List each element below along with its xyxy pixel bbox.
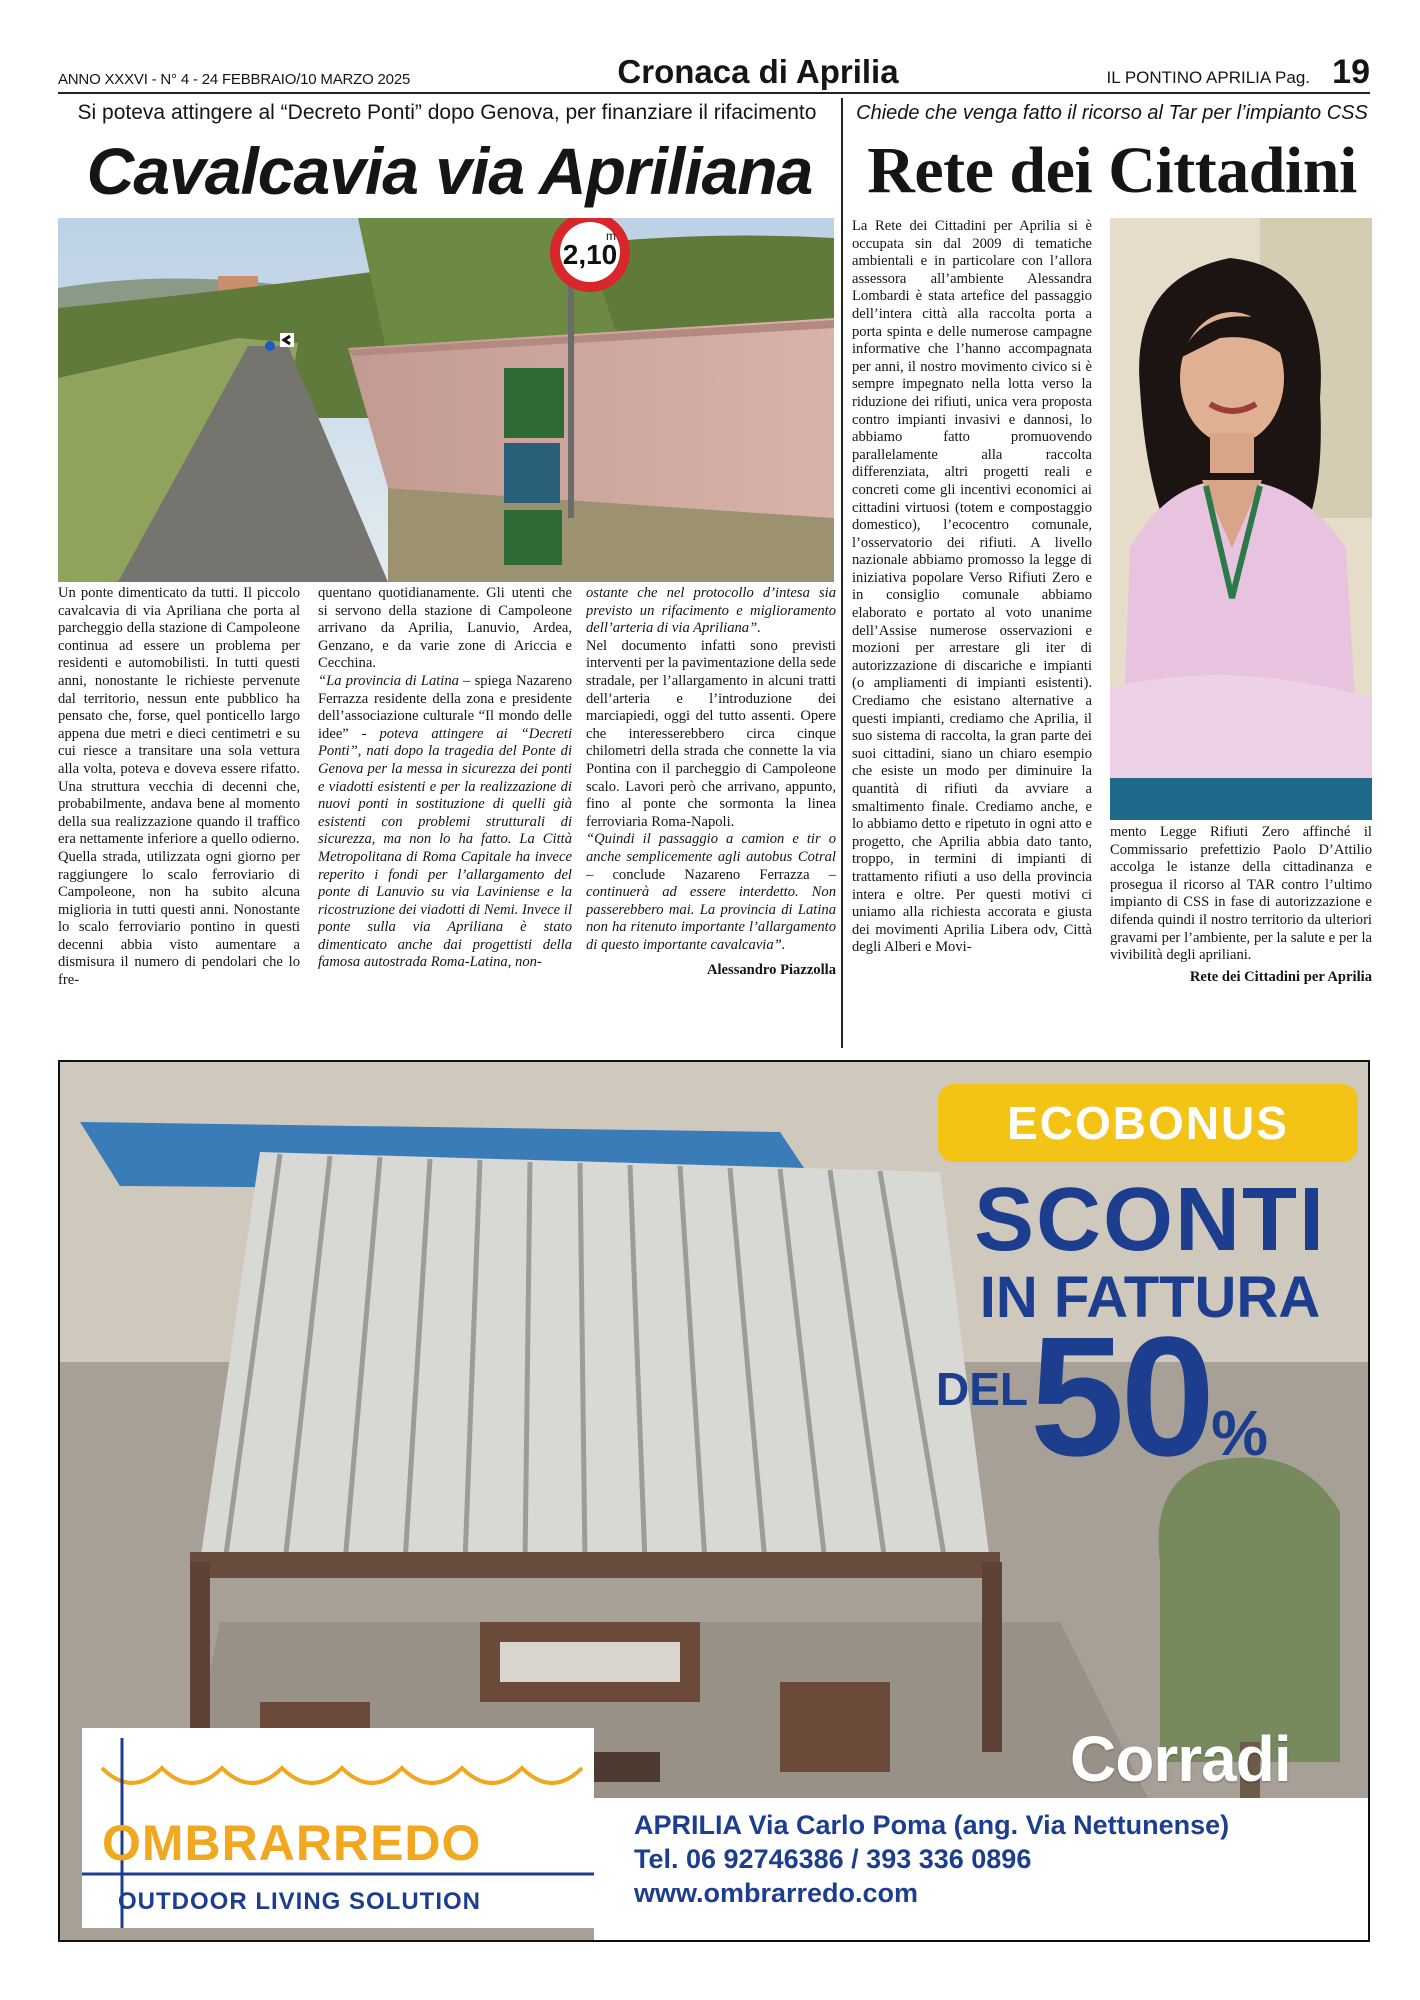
newspaper-name: IL PONTINO APRILIA Pag.	[1106, 68, 1310, 87]
quote: “Quindi il passaggio a camion e tir o anche semplicemente agli autobus Cotral –	[586, 831, 836, 883]
ombrarredo-tagline: OUTDOOR LIVING SOLUTION	[118, 1888, 481, 1915]
article1-photo	[58, 218, 834, 582]
section-title: Cronaca di Aprilia	[617, 53, 899, 90]
contact-box	[594, 1798, 1370, 1942]
shop-phone: Tel. 06 92746386 / 393 336 0896	[634, 1844, 1032, 1874]
article1-column-2	[318, 585, 572, 1045]
portrait-photo	[1110, 218, 1372, 820]
article1-headline: Cavalcavia via Apriliana	[86, 134, 813, 208]
column-divider	[841, 98, 843, 1048]
page-number: 19	[1332, 53, 1370, 91]
article2-kicker: Chiede che venga fatto il ricorso al Tar per l’impianto CSS	[856, 102, 1368, 124]
shop-address: APRILIA Via Carlo Poma (ang. Via Nettunense)	[634, 1810, 1230, 1840]
ecobonus-badge	[938, 1084, 1358, 1162]
paragraph: La Rete dei Cittadini per Aprilia si è occupata sin dal 2009 di tematiche ambientali e in particolare con l’allora assessora all’ambiente Alessandra Lombardi è stata artefice del passaggio dell’intera città alla raccolta porta a porta spinta e delle numerose campagne informative che l’hanno accompagnata per anni, il nostro movimento civico si è sempre impegnato nella lotta verso la riduzione dei rifiuti, unica vera proposta contro impianti invasivi e dannosi, lo abbiamo fatto promuovendo parallelamente alla raccolta differenziata, altri progetti reali e concreti come gli incentivi economici ai cittadini virtuosi (totem e compostaggio domestico), l’ecocentro comunale, l’osservatorio dei rifiuti. A livello nazionale abbiamo promosso la legge di iniziativa popolare Verso Rifiuti Zero e in consiglio comunale abbiamo elaborato e portato al voto unanime dell’Assise numerose osservazioni e mozioni per arrestare gli iter di autorizzazione di discariche e impianti (o ampliamenti di impianti esistenti). Crediamo che esistano alternative a questi impianti, crediamo che Aprilia, il suo sistema di raccolta, la gran parte dei suoi cittadini, siano un chiaro esempio che esiste un modo per diminuire la quantità di rifiuti da avviare a smaltimento finale. Crediamo anche, e lo abbiamo detto e ripetuto in ogni atto e progetto, che Aprilia abbia dato tanto, troppo, in termini di impianti di trattamento rifiuti a uso della provincia intera e oltre. Per questi motivi ci uniamo alla richiesta accorata e giusta dei movimenti Aprilia Libera odv, Città degli Alberi e Movi-	[852, 218, 1092, 956]
ad-headline-fattura: IN FATTURA	[979, 1265, 1321, 1330]
paragraph: Un ponte dimenticato da tutti. Il piccolo cavalcavia di via Apriliana che porta al parcheggio della stazione di Campoleone continua ad essere un problema per residenti e automobilisti. In tutti questi anni, nonostante le richieste pervenute dal territorio, nessun ente pubblico ha pensato che, forse, quel ponticello largo appena due metri e dieci centimetri e su cui riesce a transitare una sola vettura alla volta, poteva e doveva essere rifatto. Una struttura vecchia di decenni che, probabilmente, andava bene al momento della sua realizzazione quando il traffico era nettamente inferiore a quello odierno.	[58, 585, 300, 848]
ombrarredo-logo	[82, 1728, 594, 1928]
article2-column-2	[1110, 824, 1372, 1046]
ombrarredo-name: OMBRARREDO	[102, 1815, 482, 1871]
quote: “La provincia di Latina –	[318, 672, 471, 689]
discount-value: 50	[1030, 1302, 1212, 1492]
article2-column-1	[852, 218, 1092, 1044]
paragraph: quentano quotidianamente. Gli utenti che si servono della stazione di Campoleone arrivano da Aprilia, Lanuvio, Ardea, Genzano, e da varie zone di Ariccia e Cecchina.	[318, 585, 572, 672]
sign-unit: m	[606, 229, 616, 243]
ad-headline-del: DEL	[936, 1363, 1028, 1415]
ad-discount	[1030, 1302, 1268, 1518]
quote: continuerà ad essere interdetto. Non passerebbero mai. La provincia di Latina non ha ritenuto importante l’allargamento di questo importante cavalcavia”.	[586, 884, 836, 953]
road-photo-illustration	[58, 218, 834, 582]
article2-headline: Rete dei Cittadini	[867, 134, 1357, 207]
article2-signature: Rete dei Cittadini per Aprilia	[1189, 968, 1372, 985]
article1-column-3	[586, 585, 836, 1045]
issue-info: ANNO XXXVI - N° 4 - 24 FEBBRAIO/10 MARZO 2025	[58, 71, 411, 88]
shop-website[interactable]: www.ombrarredo.com	[634, 1878, 919, 1908]
corradi-logo: Corradi	[1070, 1723, 1291, 1795]
attribution: spiega Nazareno Ferrazza residente della zona e presidente dell’associazione culturale “Il mondo delle idee”	[318, 672, 572, 742]
page-header	[58, 54, 1370, 94]
ecobonus-label: ECOBONUS	[1007, 1097, 1289, 1149]
portrait-illustration	[1110, 218, 1372, 820]
article1-kicker: Si poteva attingere al “Decreto Ponti” dopo Genova, per finanziare il rifacimento	[77, 101, 817, 124]
advertisement	[58, 1060, 1370, 1942]
paragraph: Quella strada, utilizzata ogni giorno per raggiungere lo scalo ferroviario di Campoleone, non ha subito alcuna miglioria in tutti questi anni. Nonostante lo scalo ferroviario pontino in questi decenni abbia visto aumentare a dismisura il numero di pendolari che lo fre-	[58, 848, 300, 989]
paragraph: mento Legge Rifiuti Zero affinché il Commissario prefettizio Paolo D’Attilio accolga le istanze della cittadinanza e prosegua il ricorso al TAR contro l’ultimo impianto di CSS in fase di autorizzazione e difenda quindi il nostro territorio da ulteriori gravami per l’ambiente, per la salute e per la vivibilità degli apriliani.	[1110, 824, 1372, 964]
article1-column-1	[58, 585, 300, 1045]
percent-sign: %	[1211, 1397, 1268, 1469]
attribution: conclude Nazareno Ferrazza –	[612, 866, 836, 883]
article1-signature: Alessandro Piazzolla	[706, 962, 836, 979]
quote: - poteva attingere ai “Decreti Ponti”, nati dopo la tragedia del Ponte di Genova per la messa in sicurezza dei ponti e viadotti esistenti e per la realizzazione di nuovi ponti in sostituzione di quelli già esistenti con problemi strutturali di sicurezza, ma non lo ha fatto. La Città Metropolitana di Roma Capitale ha invece reperito i fondi per l’allargamento del ponte di Lanuvio su via Laviniense e la ricostruzione dei viadotti di Nemi. Invece il ponte sulla via Apriliana è stato dimenticato anche dai progettisti della famosa autostrada Roma-Latina, non-	[318, 725, 572, 971]
sign-value: 2,10	[562, 239, 618, 270]
ad-headline-sconti: SCONTI	[973, 1170, 1326, 1270]
paragraph: Nel documento infatti sono previsti interventi per la pavimentazione della sede stradale, per l’allargamento in alcuni tratti dell’arteria e l’introduzione dei marciapiedi, oggi del tutto assenti. Opere che interesserebbero circa cinque chilometri della strada che connette la via Pontina con il parcheggio di Campoleone scalo. Lavori però che arrivano, appunto, fino al ponte che sormonta la linea ferroviaria Roma-Napoli.	[586, 637, 836, 830]
quote: ostante che nel protocollo d’intesa sia previsto un rifacimento e miglioramento dell’arteria di via Apriliana”.	[586, 585, 836, 637]
